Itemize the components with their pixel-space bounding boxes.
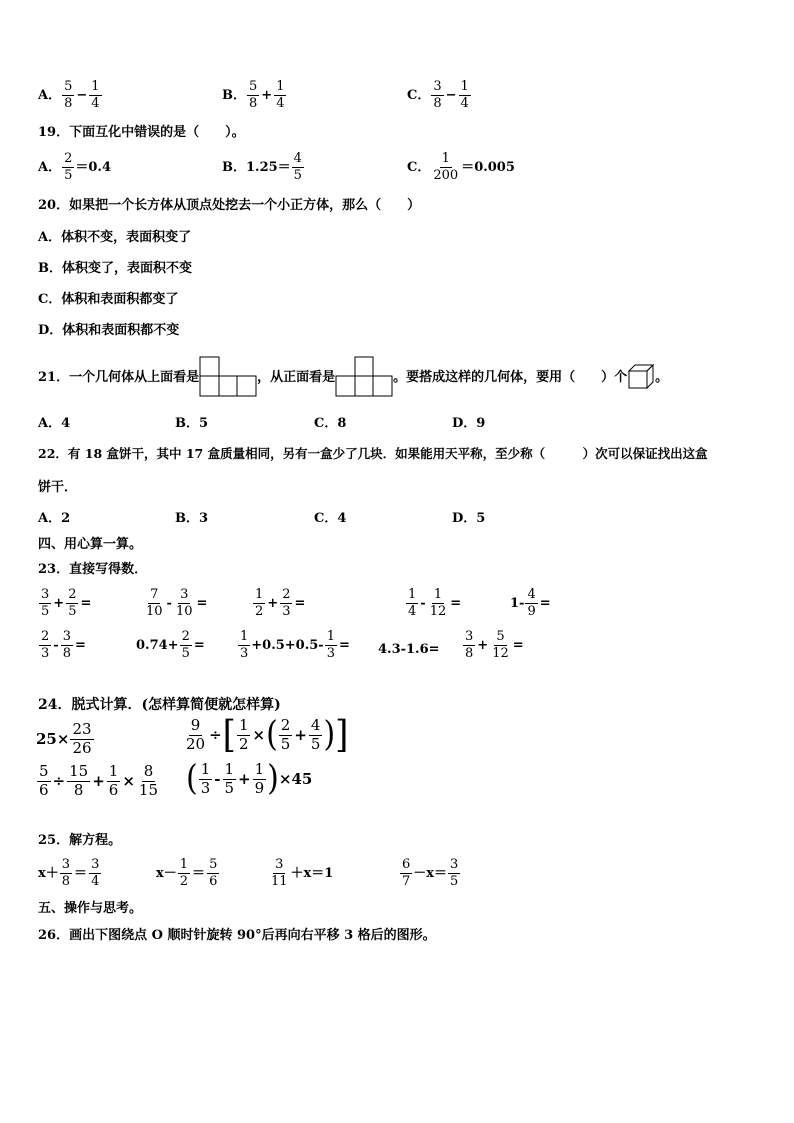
fraction: $\frac{1}{9}$ — [254, 760, 265, 797]
fraction: $\frac{3}{5}$ — [450, 857, 459, 889]
q20-option-a: A．体积不变，表面积变了 — [38, 230, 192, 245]
fraction: $\frac{1}{2}$ — [255, 587, 264, 619]
fraction: $\frac{8}{15}$ — [138, 762, 159, 799]
q23-r1-e3: $\frac{1}{2}$ + $\frac{2}{3}$ = — [255, 587, 306, 619]
fraction: $\frac{1}{3}$ — [200, 760, 211, 797]
fraction: $\frac{5}{8}$ — [64, 79, 73, 111]
fraction: $\frac{23}{26}$ — [72, 720, 92, 757]
fraction: $\frac{6}{7}$ — [402, 857, 411, 889]
fraction: $\frac{3}{11}$ — [271, 857, 288, 889]
fraction: $\frac{2}{5}$ — [181, 629, 190, 661]
q20-option-d: D．体积和表面积都不变 — [38, 323, 180, 338]
q24-e1: 25× $\frac{23}{26}$ — [36, 720, 92, 757]
q22-option-b: B．3 — [175, 511, 209, 526]
q21-option-b: B．5 — [175, 416, 209, 431]
fraction: $\frac{1}{3}$ — [240, 629, 249, 661]
fraction: $\frac{3}{10}$ — [175, 587, 193, 619]
q23-r2-e2: 0.74+ $\frac{2}{5}$ = — [136, 629, 205, 661]
fraction: $\frac{2}{3}$ — [41, 629, 50, 661]
q18-option-b: B． $\frac{5}{8}$ + $\frac{1}{4}$ — [222, 79, 285, 111]
q19-option-a: A． $\frac{2}{5}$ ＝0.4 — [38, 151, 111, 183]
q23-r2-e4: 4.3-1.6= — [378, 642, 440, 657]
q22-option-a: A．2 — [38, 511, 71, 526]
q23-r1-e2: $\frac{7}{10}$ - $\frac{3}{10}$ = — [146, 587, 208, 619]
fraction: $\frac{1}{4}$ — [408, 587, 417, 619]
q20-stem: 20．如果把一个长方体从顶点处挖去一个小正方体，那么（ ） — [38, 198, 421, 213]
fraction: $\frac{5}{12}$ — [492, 629, 509, 661]
fraction: $\frac{2}{5}$ — [64, 151, 73, 183]
q25-stem: 25．解方程。 — [38, 833, 122, 848]
fraction: $\frac{9}{20}$ — [186, 716, 206, 753]
fraction: $\frac{2}{5}$ — [68, 587, 77, 619]
q25-e2: x－ $\frac{1}{2}$ ＝ $\frac{5}{6}$ — [156, 857, 218, 889]
fraction: $\frac{1}{3}$ — [326, 629, 335, 661]
fraction: $\frac{2}{5}$ — [280, 716, 291, 753]
fraction: $\frac{1}{2}$ — [238, 716, 249, 753]
q21-option-a: A．4 — [38, 416, 71, 431]
fraction: $\frac{3}{5}$ — [41, 587, 50, 619]
fraction: $\frac{7}{10}$ — [146, 587, 163, 619]
q23-stem: 23．直接写得数． — [38, 562, 148, 577]
fraction: $\frac{3}{8}$ — [62, 629, 71, 661]
q18-option-c: C． $\frac{3}{8}$ − $\frac{1}{4}$ — [407, 79, 469, 111]
q22-stem-line2: 饼干． — [38, 480, 78, 495]
q23-r2-e3: $\frac{1}{3}$ +0.5+0.5- $\frac{1}{3}$ = — [240, 629, 350, 661]
fraction: $\frac{15}{8}$ — [69, 762, 89, 799]
q23-r1-e4: $\frac{1}{4}$ - $\frac{1}{12}$ = — [408, 587, 462, 619]
fraction: $\frac{3}{4}$ — [91, 857, 100, 889]
q20-option-b: B．体积变了，表面积不变 — [38, 261, 192, 276]
q22-option-d: D．5 — [452, 511, 486, 526]
fraction: $\frac{1}{4}$ — [91, 79, 100, 111]
fraction: $\frac{1}{6}$ — [108, 762, 119, 799]
fraction: $\frac{1}{12}$ — [429, 587, 447, 619]
q22-option-c: C．4 — [314, 511, 347, 526]
q19-stem: 19．下面互化中错误的是（ ）。 — [38, 125, 245, 140]
fraction: $\frac{1}{4}$ — [460, 79, 469, 111]
fraction: $\frac{5}{6}$ — [209, 857, 218, 889]
fraction: $\frac{5}{6}$ — [39, 762, 49, 799]
section-4-heading: 四、用心算一算。 — [38, 537, 143, 552]
fraction: $\frac{4}{9}$ — [527, 587, 536, 619]
fraction: $\frac{3}{8}$ — [61, 857, 71, 889]
fraction: $\frac{3}{8}$ — [465, 629, 474, 661]
fraction: $\frac{5}{8}$ — [249, 79, 258, 111]
q25-e4: $\frac{6}{7}$ －x＝ $\frac{3}{5}$ — [402, 857, 459, 889]
top-view-figure — [199, 356, 257, 398]
fraction: $\frac{4}{5}$ — [293, 151, 302, 183]
q26-stem: 26．画出下图绕点 O 顺时针旋转 90°后再向右平移 3 格后的图形。 — [38, 928, 436, 943]
q20-option-c: C．体积和表面积都变了 — [38, 292, 179, 307]
cube-icon — [627, 364, 655, 390]
q19-option-b: B． 1.25＝ $\frac{4}{5}$ — [222, 151, 302, 183]
q23-r2-e5: $\frac{3}{8}$ + $\frac{5}{12}$ = — [465, 629, 524, 661]
q24-e2: $\frac{9}{20}$ ÷ [ $\frac{1}{2}$ × ( $\frac{2}{5}$ + $\frac{4}{5}$ ) ] — [186, 713, 349, 758]
fraction: $\frac{1}{4}$ — [276, 79, 285, 111]
q21-option-d: D．9 — [452, 416, 486, 431]
q18-option-a: A． $\frac{5}{8}$ − $\frac{1}{4}$ — [38, 79, 100, 111]
fraction: $\frac{2}{3}$ — [282, 587, 291, 619]
q23-r2-e1: $\frac{2}{3}$ - $\frac{3}{8}$ = — [41, 629, 86, 661]
section-5-heading: 五、操作与思考。 — [38, 901, 143, 916]
fraction: $\frac{1}{200}$ — [433, 151, 459, 183]
q22-stem-line1: 22．有 18 盒饼干，其中 17 盒质量相同，另有一盒少了几块．如果能用天平称，至少称（ ）次可以保证找出这盒 — [38, 446, 708, 461]
q25-e1: x＋ $\frac{3}{8}$ ＝ $\frac{3}{4}$ — [38, 857, 100, 889]
q24-e4: ( $\frac{1}{3}$ - $\frac{1}{5}$ + $\frac{1}{9}$ ) ×45 — [186, 758, 313, 799]
fraction: $\frac{4}{5}$ — [310, 716, 321, 753]
q21-option-c: C．8 — [314, 416, 347, 431]
front-view-figure — [335, 356, 393, 398]
fraction: $\frac{3}{8}$ — [433, 79, 442, 111]
q23-r1-e1: $\frac{3}{5}$ + $\frac{2}{5}$ = — [41, 587, 92, 619]
q21-stem: 21．一个几何体从上面看是 ，从正面看是 。要搭成这样的几何体，要用（ ）个 。 — [38, 356, 668, 398]
fraction: $\frac{1}{2}$ — [179, 857, 189, 889]
q23-r1-e5: 1- $\frac{4}{9}$ = — [510, 587, 551, 619]
q24-stem: 24．脱式计算．(怎样算简便就怎样算) — [38, 697, 281, 713]
q19-option-c: C． $\frac{1}{200}$ ＝0.005 — [407, 151, 515, 183]
q24-e3: $\frac{5}{6}$ ÷ $\frac{15}{8}$ + $\frac{1}{6}$ × $\frac{8}{15}$ — [39, 762, 159, 799]
fraction: $\frac{1}{5}$ — [224, 760, 235, 797]
q25-e3: $\frac{3}{11}$ ＋x＝1 — [271, 857, 334, 889]
